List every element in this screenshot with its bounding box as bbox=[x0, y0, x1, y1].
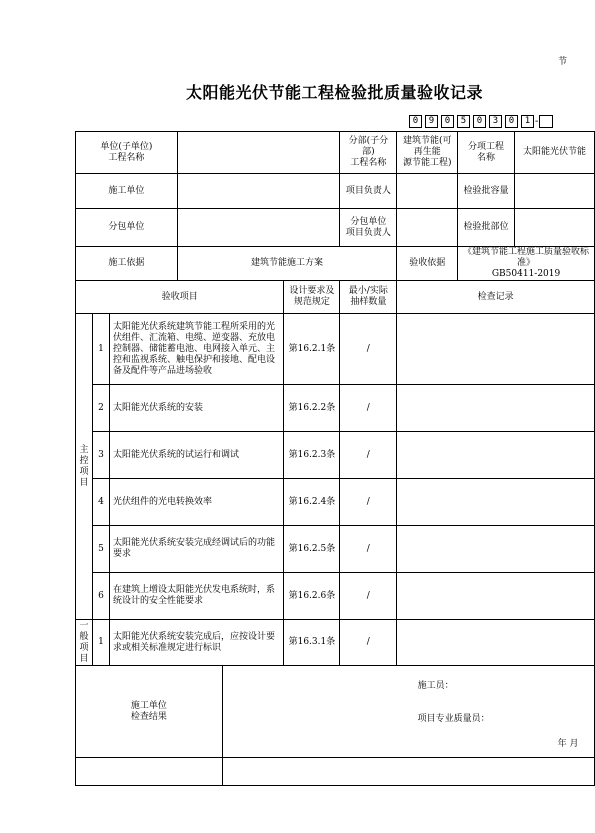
code-digit[interactable]: 3 bbox=[489, 115, 502, 128]
part-label: 检验批部位 bbox=[458, 209, 515, 247]
pm-value[interactable] bbox=[397, 174, 458, 209]
part-value[interactable] bbox=[514, 209, 594, 247]
main-item-sample[interactable]: / bbox=[340, 314, 397, 385]
main-item-sample[interactable]: / bbox=[340, 526, 397, 573]
basis-value: 建筑节能施工方案 bbox=[177, 247, 397, 281]
main-item-no: 2 bbox=[92, 385, 109, 432]
code-serial-box[interactable] bbox=[539, 115, 553, 128]
sub-pm-value[interactable] bbox=[397, 209, 458, 247]
acceptance-basis-value: 《建筑节能工程施工质量验收标准》 GB50411-2019 bbox=[458, 247, 595, 281]
contractor-value[interactable] bbox=[177, 174, 340, 209]
main-item-sample[interactable]: / bbox=[340, 385, 397, 432]
code-digit[interactable]: 0 bbox=[473, 115, 486, 128]
column-design: 设计要求及 规范规定 bbox=[284, 281, 340, 314]
main-item-clause: 第16.2.6条 bbox=[284, 573, 340, 620]
date-label: 年 月 bbox=[557, 739, 579, 749]
capacity-label: 检验批容量 bbox=[458, 174, 515, 209]
column-record: 检查记录 bbox=[397, 281, 595, 314]
general-item-clause: 第16.3.1条 bbox=[284, 620, 340, 666]
unit-value[interactable] bbox=[177, 132, 340, 174]
main-item-record[interactable] bbox=[397, 573, 595, 620]
main-item-clause: 第16.2.3条 bbox=[284, 432, 340, 479]
acceptance-basis-label: 验收依据 bbox=[397, 247, 458, 281]
main-item-text: 太阳能光伏系统的试运行和调试 bbox=[109, 432, 284, 479]
capacity-value[interactable] bbox=[514, 174, 594, 209]
main-item-no: 3 bbox=[92, 432, 109, 479]
main-item-clause: 第16.2.2条 bbox=[284, 385, 340, 432]
main-item-record[interactable] bbox=[397, 479, 595, 526]
general-item-no: 1 bbox=[92, 620, 109, 666]
main-item-clause: 第16.2.5条 bbox=[284, 526, 340, 573]
check-result-label: 施工单位 检查结果 bbox=[76, 666, 223, 758]
inspection-form bbox=[75, 131, 595, 786]
extra-row-label bbox=[76, 758, 223, 786]
main-item-record[interactable] bbox=[397, 432, 595, 479]
division-label: 分部(子分部) 工程名称 bbox=[340, 132, 397, 174]
main-item-no: 4 bbox=[92, 479, 109, 526]
general-item-text: 太阳能光伏系统安装完成后，应按设计要求或相关标准规定进行标识 bbox=[109, 620, 284, 666]
main-control-group-label: 主 控 项 目 bbox=[76, 314, 93, 620]
column-item: 验收项目 bbox=[76, 281, 284, 314]
record-code bbox=[409, 115, 556, 128]
code-digit[interactable]: 9 bbox=[425, 115, 438, 128]
code-digit[interactable]: 0 bbox=[441, 115, 454, 128]
contractor-label: 施工单位 bbox=[76, 174, 178, 209]
code-dash: - bbox=[535, 116, 539, 127]
code-digit[interactable]: 5 bbox=[457, 115, 470, 128]
extra-row-value[interactable] bbox=[222, 758, 594, 786]
quality-officer-label: 项目专业质量员： bbox=[417, 714, 490, 724]
corner-text: 节 bbox=[558, 57, 568, 67]
basis-label: 施工依据 bbox=[76, 247, 178, 281]
subcontractor-label: 分包单位 bbox=[76, 209, 178, 247]
general-item-record[interactable] bbox=[397, 620, 595, 666]
main-item-record[interactable] bbox=[397, 314, 595, 385]
general-item-sample[interactable]: / bbox=[340, 620, 397, 666]
worker-label: 施工员： bbox=[417, 681, 454, 691]
code-digit[interactable]: 0 bbox=[505, 115, 518, 128]
pm-label: 项目负责人 bbox=[340, 174, 397, 209]
main-item-no: 5 bbox=[92, 526, 109, 573]
main-item-text: 太阳能光伏系统的安装 bbox=[109, 385, 284, 432]
sub-pm-label: 分包单位 项目负责人 bbox=[340, 209, 397, 247]
main-item-sample[interactable]: / bbox=[340, 432, 397, 479]
main-item-text: 太阳能光伏系统安装完成经调试后的功能要求 bbox=[109, 526, 284, 573]
main-item-clause: 第16.2.4条 bbox=[284, 479, 340, 526]
main-item-record[interactable] bbox=[397, 526, 595, 573]
general-group-label: 一 般 项 目 bbox=[76, 620, 93, 666]
main-item-record[interactable] bbox=[397, 385, 595, 432]
code-digit[interactable]: 0 bbox=[409, 115, 422, 128]
main-item-sample[interactable]: / bbox=[340, 479, 397, 526]
division-value: 建筑节能(可再生能 源节能工程) bbox=[397, 132, 458, 174]
main-item-no: 6 bbox=[92, 573, 109, 620]
main-item-text: 太阳能光伏系统建筑节能工程所采用的光伏组件、汇流箱、电缆、逆变器、充放电控制器、储能蓄电池、电网接入单元、主控和监视系统、触电保护和接地、配电设备及配件等产品进场验收 bbox=[109, 314, 284, 385]
main-item-text: 光伏组件的光电转换效率 bbox=[109, 479, 284, 526]
check-result-signature-area[interactable] bbox=[222, 666, 594, 758]
page-title: 太阳能光伏节能工程检验批质量验收记录 bbox=[186, 83, 484, 102]
main-item-text: 在建筑上增设太阳能光伏发电系统时，系统设计的安全性能要求 bbox=[109, 573, 284, 620]
column-sample: 最小/实际 抽样数量 bbox=[340, 281, 397, 314]
code-digit[interactable]: 1 bbox=[521, 115, 534, 128]
main-item-sample[interactable]: / bbox=[340, 573, 397, 620]
unit-label: 单位(子单位) 工程名称 bbox=[76, 132, 178, 174]
subcontractor-value[interactable] bbox=[177, 209, 340, 247]
main-item-no: 1 bbox=[92, 314, 109, 385]
main-item-clause: 第16.2.1条 bbox=[284, 314, 340, 385]
subitem-label: 分项工程 名称 bbox=[458, 132, 515, 174]
subitem-value: 太阳能光伏节能 bbox=[514, 132, 594, 174]
